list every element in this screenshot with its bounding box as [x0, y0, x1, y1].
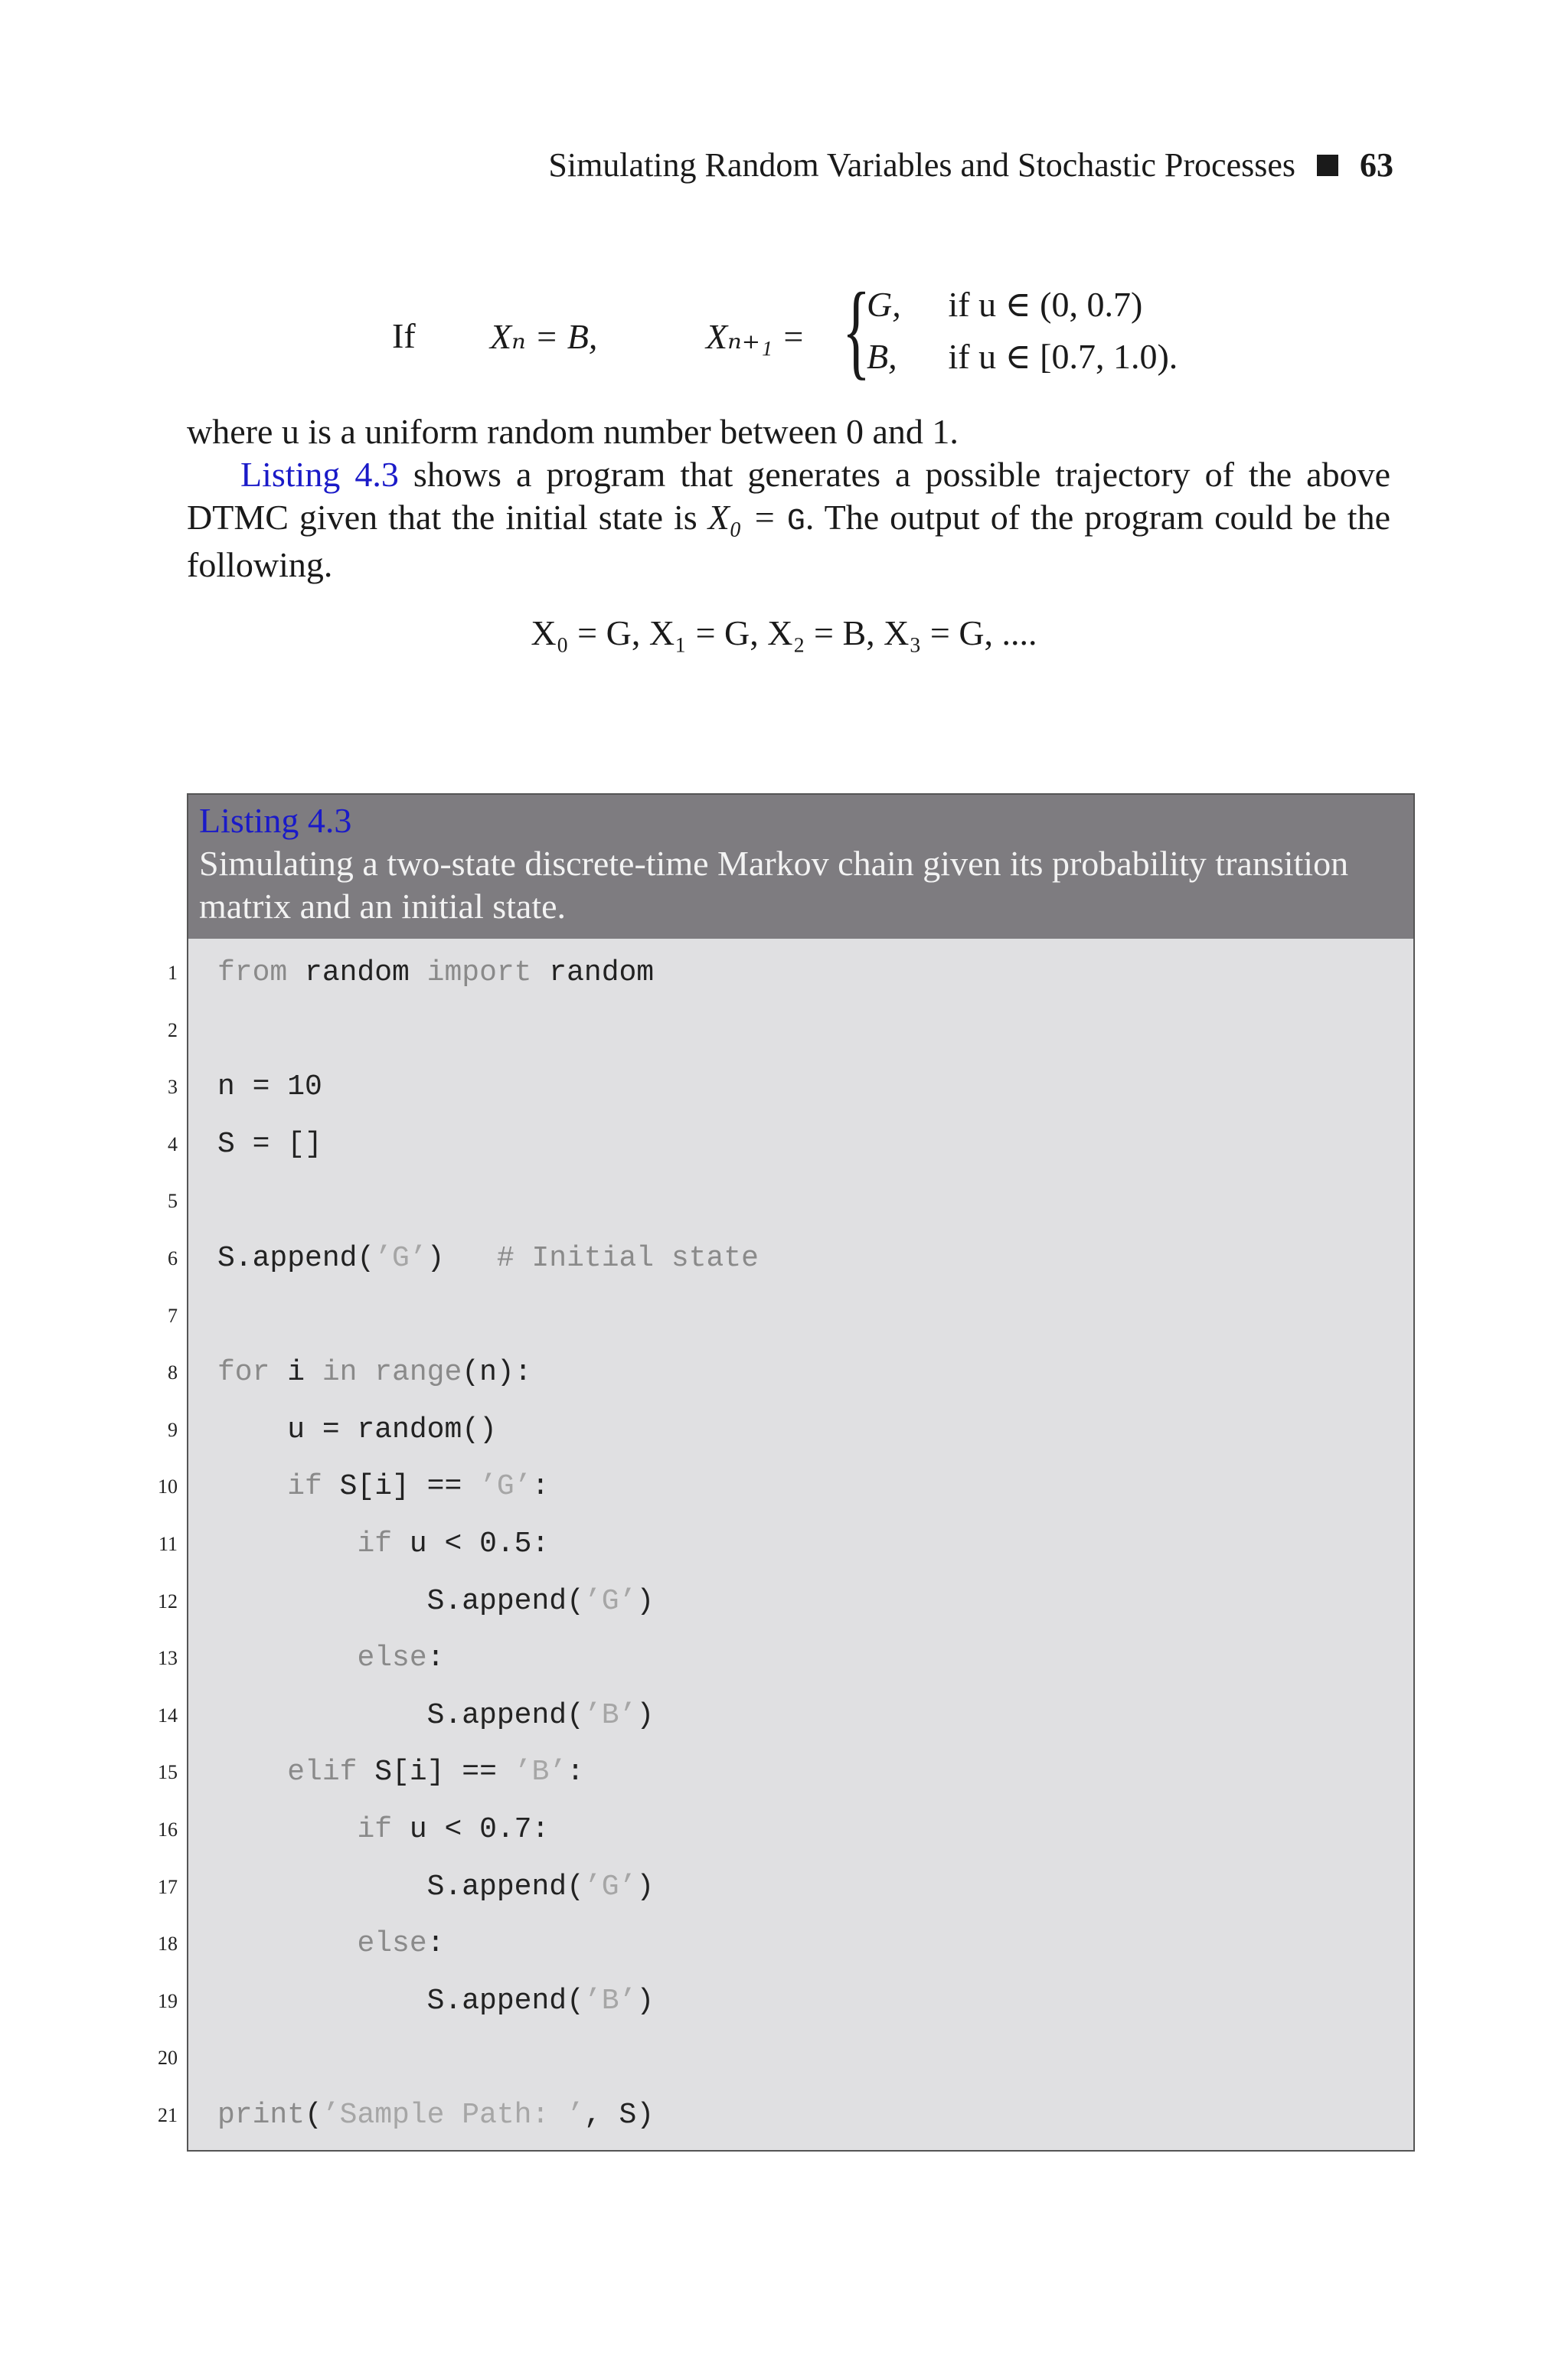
code-line [158, 1744, 1413, 1802]
code-line [168, 1059, 1413, 1116]
code-text: S.append(’B’) [217, 1698, 655, 1732]
code-text: elif S[i] == ’B’: [287, 1756, 584, 1789]
equation-lhs: Xₙ = B, [490, 317, 598, 356]
square-icon [1317, 155, 1338, 176]
initial-state-var: X₀ = [707, 498, 787, 537]
initial-state-value: G [786, 505, 805, 539]
line-number: 6 [168, 1247, 178, 1269]
line-number: 15 [158, 1761, 178, 1784]
code-line [158, 1573, 1413, 1631]
case-2-value: B, [867, 337, 897, 376]
page-number: 63 [1360, 146, 1393, 184]
code-text: n = 10 [217, 1070, 322, 1104]
line-number: 16 [158, 1818, 178, 1841]
code-line [158, 2087, 1413, 2145]
code-line [158, 1802, 1413, 1859]
line-number: 18 [158, 1933, 178, 1956]
code-lines [158, 945, 1413, 2144]
line-number: 19 [158, 1989, 178, 2012]
paragraph-uniform: where u is a uniform random number between 0 and 1. [187, 412, 959, 451]
line-number: 9 [168, 1418, 178, 1441]
sequence-equation: X₀ = G, X₁ = G, X₂ = B, X₃ = G, .... [531, 613, 1037, 652]
line-number: 3 [168, 1076, 178, 1099]
code-line [168, 1230, 1413, 1288]
code-text: for i in range(n): [217, 1356, 532, 1390]
listing-header [188, 795, 1413, 939]
code-text: if S[i] == ’G’: [287, 1470, 550, 1504]
line-number: 11 [158, 1532, 178, 1555]
code-line [158, 2030, 1413, 2087]
listing-link[interactable]: Listing 4.3 [240, 455, 399, 494]
code-text: else: [357, 1927, 445, 1961]
code-text: S.append(’G’) [217, 1870, 655, 1903]
code-text: S = [] [217, 1127, 322, 1161]
code-line [168, 1288, 1413, 1345]
line-number: 17 [158, 1875, 178, 1898]
line-number: 7 [168, 1304, 178, 1327]
case-2-condition: if u ∈ [0.7, 1.0). [948, 337, 1178, 376]
code-line [158, 1859, 1413, 1916]
code-line [168, 1345, 1413, 1402]
code-line [158, 1916, 1413, 1973]
code-text: if u < 0.7: [357, 1812, 550, 1846]
line-number: 8 [168, 1361, 178, 1384]
code-line [168, 945, 1413, 1002]
equation-if-word: If [392, 316, 416, 355]
line-number: 10 [158, 1475, 178, 1498]
code-text: S.append(’B’) [217, 1984, 655, 2018]
equation-case-2 [867, 335, 1178, 377]
running-header [548, 145, 1393, 185]
paragraph-listing-ref [187, 453, 1390, 587]
code-text: S.append(’G’) [217, 1584, 655, 1618]
paragraph-text-b: . The output of the program could be the following. [187, 498, 1390, 584]
piecewise-equation [392, 271, 1234, 390]
code-line [158, 1973, 1413, 2031]
running-title: Simulating Random Variables and Stochastic Processes [548, 146, 1295, 184]
code-text: print(’Sample Path: ’, S) [217, 2098, 655, 2132]
code-line [168, 1002, 1413, 1060]
line-number: 21 [158, 2103, 178, 2126]
equation-lhs-next: Xₙ₊₁ = [706, 317, 805, 356]
line-number: 1 [168, 962, 178, 984]
line-number: 14 [158, 1704, 178, 1727]
listing-caption: Simulating a two-state discrete-time Markov chain given its probability transition matrix and an initial state. [199, 844, 1349, 926]
code-line [168, 1116, 1413, 1174]
line-number: 5 [168, 1190, 178, 1213]
code-line [158, 1688, 1413, 1745]
code-line [158, 1459, 1413, 1516]
code-text: if u < 0.5: [357, 1527, 550, 1560]
code-line [158, 1516, 1413, 1573]
equation-case-1 [867, 283, 1142, 325]
listing-label[interactable]: Listing 4.3 [199, 801, 352, 840]
line-number: 12 [158, 1590, 178, 1613]
line-number: 4 [168, 1132, 178, 1155]
code-line [158, 1630, 1413, 1688]
code-text: else: [357, 1642, 445, 1675]
code-line [168, 1402, 1413, 1459]
line-number: 2 [168, 1018, 178, 1041]
code-text: S.append(’G’) # Initial state [217, 1241, 759, 1275]
code-line [168, 1173, 1413, 1230]
code-text: from random import random [217, 956, 655, 989]
line-number: 20 [158, 2047, 178, 2070]
left-brace-icon: { [842, 271, 871, 390]
case-1-condition: if u ∈ (0, 0.7) [948, 285, 1143, 324]
case-1-value: G, [867, 285, 901, 324]
code-text: u = random() [217, 1413, 497, 1446]
paragraph-text-a: shows a program that generates a possible trajectory of the above DTMC given that the initial state is [187, 455, 1391, 537]
code-listing [158, 793, 1415, 2152]
line-number: 13 [158, 1647, 178, 1670]
